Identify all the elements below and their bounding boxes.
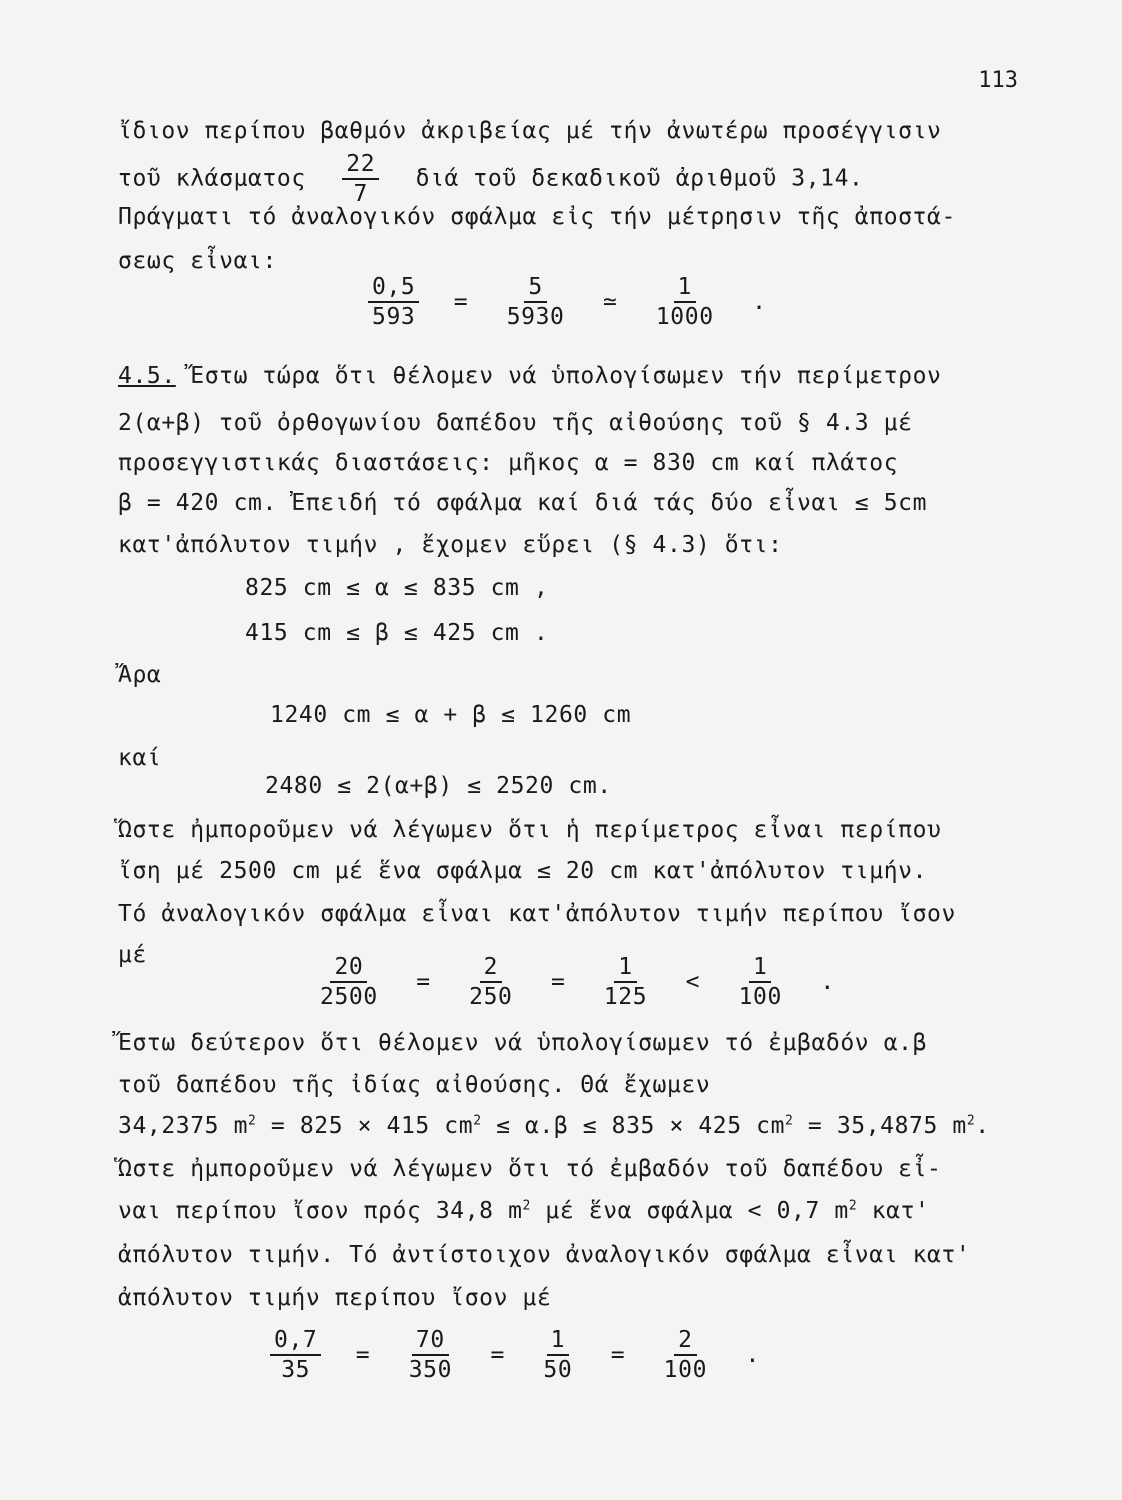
numerator: 0,7 bbox=[270, 1328, 321, 1356]
text-span: διά τοῦ δεκαδικοῦ ἀριθμοῦ 3,14. bbox=[415, 165, 864, 192]
page-number: 113 bbox=[978, 68, 1018, 93]
text-span: ≤ α.β ≤ 835 × 425 cm bbox=[496, 1113, 786, 1139]
operator: = bbox=[453, 289, 469, 316]
superscript: 2 bbox=[848, 1198, 858, 1214]
equation-3 bbox=[262, 1328, 772, 1382]
text-line: τοῦ δαπέδου τῆς ἰδίας αἰθούσης. Θά ἔχωμεν bbox=[118, 1072, 711, 1098]
superscript: 2 bbox=[785, 1113, 794, 1129]
denominator: 50 bbox=[543, 1357, 573, 1384]
inequality-line: 2480 ≤ 2(α+β) ≤ 2520 cm. bbox=[265, 773, 612, 799]
numerator: 22 bbox=[342, 152, 379, 180]
operator: = bbox=[550, 969, 566, 996]
area-inequality-line bbox=[118, 1113, 990, 1139]
text-line: κατ'ἀπόλυτον τιμήν , ἔχομεν εὕρει (§ 4.3) ὅτι: bbox=[118, 532, 783, 558]
numerator: 1 bbox=[674, 275, 696, 303]
text-span: κατ' bbox=[871, 1198, 930, 1224]
text-line: ἴση μέ 2500 cm μέ ἕνα σφάλμα ≤ 20 cm κατ'ἀπόλυτον τιμήν. bbox=[118, 858, 928, 884]
denominator: 1000 bbox=[655, 304, 714, 331]
numerator: 1 bbox=[547, 1328, 569, 1356]
denominator: 593 bbox=[372, 304, 416, 331]
fraction bbox=[316, 955, 382, 1009]
text-span: ναι περίπου ἴσον πρός 34,8 m bbox=[118, 1198, 523, 1224]
text-span: τοῦ κλάσματος bbox=[118, 165, 306, 192]
inequality-line: 415 cm ≤ β ≤ 425 cm . bbox=[245, 620, 549, 646]
text-span: . bbox=[975, 1113, 990, 1139]
text-line: Ἔστω δεύτερον ὅτι θέλομεν νά ὑπολογίσωμεν τό ἐμβαδόν α.β bbox=[118, 1030, 928, 1056]
operator: < bbox=[685, 969, 701, 996]
numerator: 2 bbox=[480, 955, 502, 983]
inequality-line: 825 cm ≤ α ≤ 835 cm , bbox=[245, 575, 549, 601]
denominator: 100 bbox=[738, 984, 782, 1011]
equation-1 bbox=[360, 275, 779, 329]
numerator: 1 bbox=[614, 955, 636, 983]
text-line: β = 420 cm. Ἐπειδή τό σφάλμα καί διά τάς δύο εἶναι ≤ 5cm bbox=[118, 490, 928, 516]
fraction bbox=[735, 955, 786, 1009]
fraction bbox=[660, 1328, 711, 1382]
period: . bbox=[820, 969, 835, 996]
fraction bbox=[405, 1328, 456, 1382]
equation-2 bbox=[308, 955, 847, 1009]
text-span: 34,2375 m bbox=[118, 1113, 249, 1139]
text-line: Ἄρα bbox=[118, 662, 162, 688]
text-span: = 825 × 415 cm bbox=[270, 1113, 474, 1139]
numerator: 70 bbox=[412, 1328, 449, 1356]
period: . bbox=[745, 1342, 760, 1369]
denominator: 5930 bbox=[506, 304, 565, 331]
operator: = bbox=[610, 1342, 626, 1369]
text-line: Ὥστε ἠμποροῦμεν νά λέγωμεν ὅτι τό ἐμβαδόν τοῦ δαπέδου εἶ- bbox=[118, 1156, 942, 1182]
fraction bbox=[652, 275, 718, 329]
superscript: 2 bbox=[522, 1198, 531, 1214]
numerator: 1 bbox=[749, 955, 771, 983]
text-span: = 35,4875 m bbox=[807, 1113, 967, 1139]
inequality-line: 1240 cm ≤ α + β ≤ 1260 cm bbox=[270, 702, 632, 728]
denominator: 100 bbox=[663, 1357, 708, 1384]
denominator: 7 bbox=[353, 181, 368, 208]
text-line bbox=[118, 363, 942, 389]
superscript: 2 bbox=[966, 1113, 976, 1129]
text-line: Πράγματι τό ἀναλογικόν σφάλμα εἰς τήν μέτρησιν τῆς ἀποστά- bbox=[118, 204, 956, 230]
numerator: 0,5 bbox=[368, 275, 419, 303]
period: . bbox=[752, 289, 767, 316]
text-line: 2(α+β) τοῦ ὀρθογωνίου δαπέδου τῆς αἰθούσης τοῦ § 4.3 μέ bbox=[118, 410, 913, 436]
superscript: 2 bbox=[473, 1113, 482, 1129]
fraction-22-7 bbox=[342, 152, 379, 206]
text-line: καί bbox=[118, 745, 162, 771]
operator: ≃ bbox=[602, 289, 618, 316]
fraction bbox=[539, 1328, 576, 1382]
text-line: προσεγγιστικάς διαστάσεις: μῆκος α = 830 cm καί πλάτος bbox=[118, 450, 899, 476]
denominator: 250 bbox=[469, 984, 513, 1011]
text-line bbox=[118, 1198, 930, 1224]
text-line bbox=[118, 152, 864, 206]
fraction bbox=[503, 275, 569, 329]
text-span: Ἔστω τώρα ὅτι θέλομεν νά ὑπολογίσωμεν τήν περίμετρον bbox=[190, 363, 942, 389]
fraction bbox=[465, 955, 516, 1009]
denominator: 125 bbox=[603, 984, 648, 1011]
numerator: 5 bbox=[524, 275, 546, 303]
fraction bbox=[600, 955, 651, 1009]
text-line: ἀπόλυτον τιμήν. Τό ἀντίστοιχον ἀναλογικόν σφάλμα εἶναι κατ' bbox=[118, 1242, 971, 1268]
operator: = bbox=[355, 1342, 371, 1369]
operator: = bbox=[416, 969, 431, 996]
numerator: 20 bbox=[330, 955, 367, 983]
text-line: Τό ἀναλογικόν σφάλμα εἶναι κατ'ἀπόλυτον τιμήν περίπου ἴσον bbox=[118, 901, 956, 927]
text-line: σεως εἶναι: bbox=[118, 248, 277, 274]
fraction bbox=[270, 1328, 321, 1382]
denominator: 2500 bbox=[320, 984, 378, 1011]
text-line: Ὥστε ἠμποροῦμεν νά λέγωμεν ὅτι ἡ περίμετρος εἶναι περίπου bbox=[118, 817, 942, 843]
numerator: 2 bbox=[674, 1328, 696, 1356]
denominator: 35 bbox=[281, 1357, 311, 1384]
text-line: μέ bbox=[118, 942, 147, 968]
denominator: 350 bbox=[408, 1357, 453, 1384]
fraction bbox=[368, 275, 419, 329]
text-line: ἀπόλυτον τιμήν περίπου ἴσον μέ bbox=[118, 1285, 552, 1311]
text-span: μέ ἕνα σφάλμα < 0,7 m bbox=[545, 1198, 849, 1224]
section-number: 4.5. bbox=[118, 363, 176, 389]
superscript: 2 bbox=[248, 1113, 257, 1129]
text-line: ἴδιον περίπου βαθμόν ἀκριβείας μέ τήν ἀνωτέρω προσέγγισιν bbox=[118, 118, 942, 144]
operator: = bbox=[490, 1342, 505, 1369]
